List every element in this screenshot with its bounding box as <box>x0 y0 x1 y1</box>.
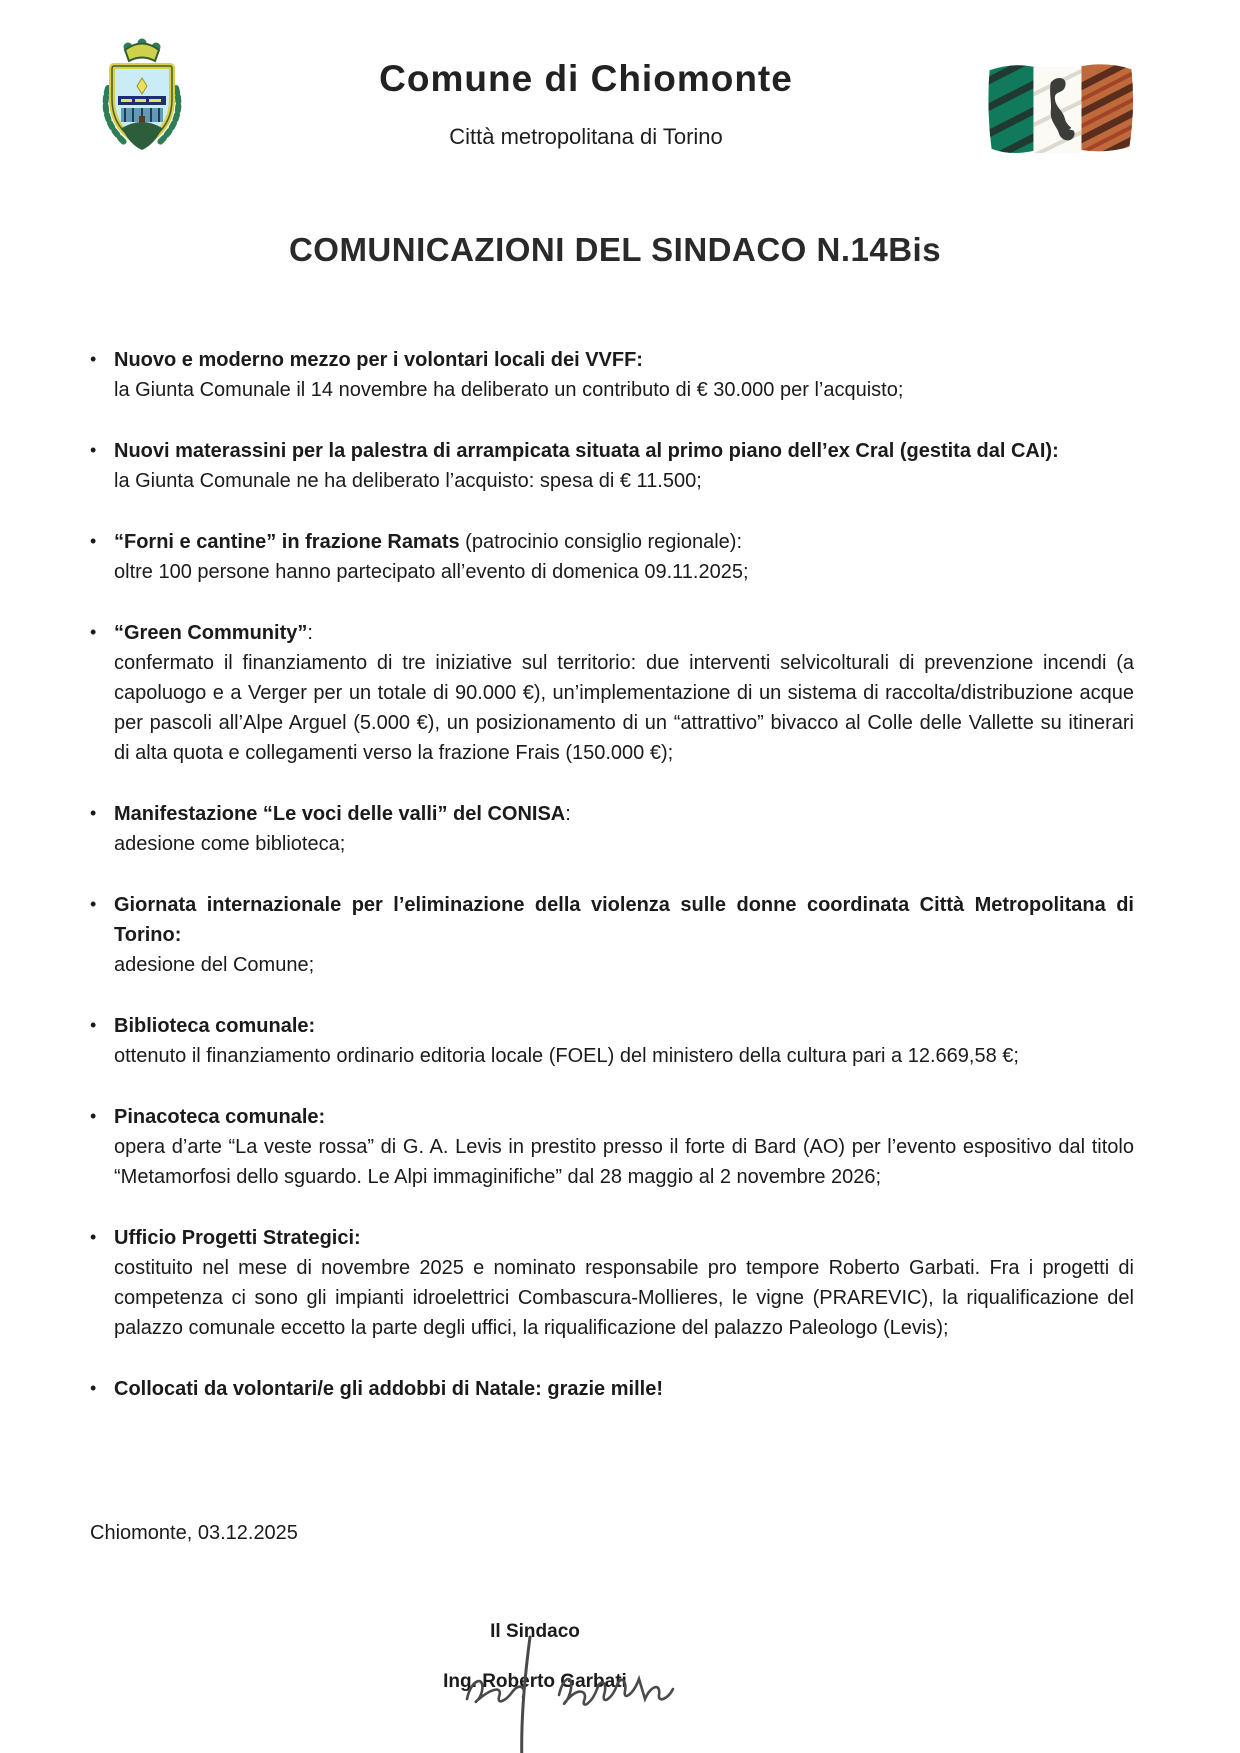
bullet-heading: Ufficio Progetti Strategici: <box>114 1227 361 1249</box>
document-header <box>90 36 1140 165</box>
signature-role: Il Sindaco <box>490 1621 580 1642</box>
signature-name: Ing. Roberto Garbati <box>443 1671 627 1692</box>
bullet-heading-suffix: : <box>307 622 313 644</box>
bullet-body: la Giunta Comunale ne ha deliberato l’acquisto: spesa di € 11.500; <box>114 470 702 492</box>
bullet-heading-line <box>114 527 1134 557</box>
bullet-list <box>90 345 1140 1404</box>
bullet-heading-line <box>114 890 1134 950</box>
bullet-body: confermato il finanziamento di tre iniziative sul territorio: due interventi selvicolturali di prevenzione incendi (a capoluogo e a Verger per un totale di 90.000 €), un’implementazione di un sistema di raccolta/distribuzione acque per pascoli all’Alpe Arguel (5.000 €), un posizionamento di un “attrattivo” bivacco al Colle delle Vallette su itinerari di alta quota e collegamenti verso la frazione Frais (150.000 €); <box>114 652 1134 764</box>
bullet-item <box>114 436 1134 496</box>
bullet-heading-suffix: : <box>565 803 571 825</box>
bullet-heading: “Forni e cantine” in frazione Ramats <box>114 531 460 553</box>
bullet-heading-suffix: (patrocinio consiglio regionale): <box>459 531 742 553</box>
bullet-heading-line <box>114 799 1134 829</box>
bullet-item <box>114 618 1134 768</box>
commune-subtitle: Città metropolitana di Torino <box>449 124 723 149</box>
bullet-heading: Nuovo e moderno mezzo per i volontari locali dei VVFF: <box>114 349 643 371</box>
bullet-body: oltre 100 persone hanno partecipato all’evento di domenica 09.11.2025; <box>114 561 749 583</box>
italian-flag-icon <box>982 58 1140 163</box>
commune-title: Comune di Chiomonte <box>379 58 793 99</box>
document-title: COMUNICAZIONI DEL SINDACO N.14Bis <box>288 231 942 268</box>
bullet-heading-line <box>114 345 1134 375</box>
bullet-body: adesione del Comune; <box>114 954 315 976</box>
bullet-item <box>114 1011 1134 1071</box>
handwritten-signature <box>409 1635 709 1753</box>
bullet-body: costituito nel mese di novembre 2025 e nominato responsabile pro tempore Roberto Garbati. Fra i progetti di competenza ci sono gli impianti idroelettrici Combascura-Mollieres, le vigne (PRAREVIC), la riqualificazione del palazzo comunale eccetto la parte degli uffici, la riqualificazione del palazzo Paleologo (Levis); <box>114 1257 1134 1339</box>
header-title-block <box>190 36 982 150</box>
bullet-body: opera d’arte “La veste rossa” di G. A. Levis in prestito presso il forte di Bard (AO) per l’evento espositivo dal titolo “Metamorfosi dello sguardo. Le Alpi immaginifiche” dal 28 maggio al 2 novembre 2026; <box>114 1136 1134 1188</box>
bullet-heading-line <box>114 1011 1134 1041</box>
bullet-heading: Biblioteca comunale: <box>114 1015 316 1037</box>
bullet-item <box>114 1102 1134 1192</box>
bullet-heading-line <box>114 436 1134 466</box>
bullet-heading-line <box>114 618 1134 648</box>
bullet-body: adesione come biblioteca; <box>114 833 346 855</box>
place-date: Chiomonte, 03.12.2025 <box>90 1522 298 1544</box>
bullet-heading: Manifestazione “Le voci delle valli” del CONISA <box>114 803 566 825</box>
bullet-heading-line <box>114 1374 1134 1404</box>
signature-block <box>90 1621 980 1693</box>
bullet-heading: Nuovi materassini per la palestra di arrampicata situata al primo piano dell’ex Cral (gestita dal CAI): <box>114 440 1059 462</box>
bullet-item <box>114 527 1134 587</box>
bullet-heading: Pinacoteca comunale: <box>114 1106 326 1128</box>
bullet-heading: Collocati da volontari/e gli addobbi di Natale: grazie mille! <box>114 1378 663 1400</box>
bullet-body: la Giunta Comunale il 14 novembre ha deliberato un contributo di € 30.000 per l’acquisto; <box>114 379 904 401</box>
bullet-item <box>114 1374 1134 1404</box>
bullet-item <box>114 345 1134 405</box>
bullet-item <box>114 1223 1134 1343</box>
bullet-heading: “Green Community” <box>114 622 308 644</box>
bullet-heading: Giornata internazionale per l’eliminazione della violenza sulle donne coordinata Città Metropolitana di Torino: <box>114 894 1134 946</box>
bullet-heading-line <box>114 1102 1134 1132</box>
bullet-item <box>114 799 1134 859</box>
bullet-item <box>114 890 1134 980</box>
bullet-heading-line <box>114 1223 1134 1253</box>
municipal-coat-of-arms-icon <box>94 36 190 165</box>
bullet-body: ottenuto il finanziamento ordinario editoria locale (FOEL) del ministero della cultura pari a 12.669,58 €; <box>114 1045 1019 1067</box>
